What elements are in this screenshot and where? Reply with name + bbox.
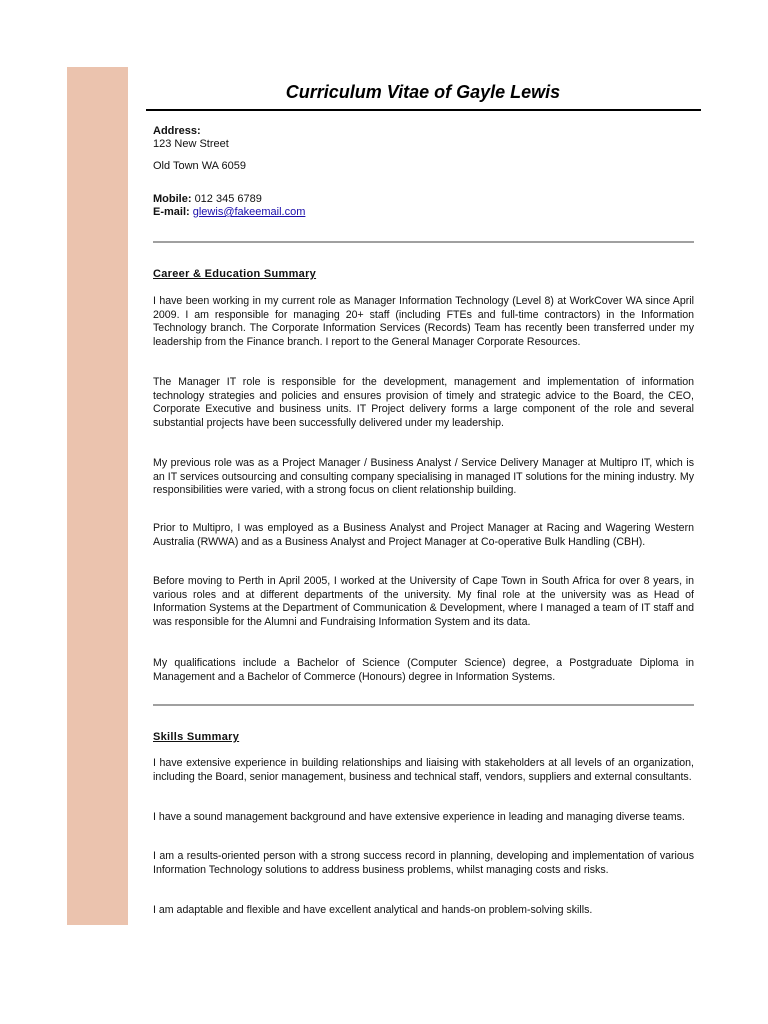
career-paragraph: My qualifications include a Bachelor of Science (Computer Science) degree, a Postgraduate Diploma in Management and a Bachelor of Commerce (Honours) degree in Information Systems.: [153, 657, 694, 683]
email-label: E-mail:: [153, 206, 190, 218]
section-divider: [153, 704, 694, 706]
skills-paragraph: I am adaptable and flexible and have excellent analytical and hands-on problem-solving skills.: [153, 904, 593, 916]
career-heading: Career & Education Summary: [153, 268, 317, 280]
decorative-side-bar: [67, 67, 128, 925]
career-paragraph: Prior to Multipro, I was employed as a Business Analyst and Project Manager at Racing and Wagering Western Australia (RWWA) and as a Business Analyst and Project Manager at Co-operative Bulk Handling (CBH).: [153, 522, 694, 548]
career-paragraph: Before moving to Perth in April 2005, I worked at the University of Cape Town in South Africa for over 8 years, in various roles and at different departments of the university. My final role at the university was as Head of Information Systems at the Department of Communication & Development, where I managed a team of IT staff and was responsible for the Alumni and Fundraising Information System and its data.: [153, 575, 694, 628]
email-row: [153, 206, 305, 219]
skills-paragraph: I have a sound management background and have extensive experience in leading and managing diverse teams.: [153, 811, 685, 823]
skills-paragraph: I am a results-oriented person with a strong success record in planning, developing and implementation of various Information Technology solutions to address business problems, whilst managing costs and risks.: [153, 850, 694, 876]
mobile-row: [153, 193, 262, 206]
mobile-label: Mobile:: [153, 193, 192, 205]
title-underline: [146, 109, 701, 111]
skills-heading: Skills Summary: [153, 731, 240, 743]
email-link[interactable]: glewis@fakeemail.com: [192, 206, 306, 218]
mobile-value: 012 345 6789: [194, 193, 262, 205]
career-paragraph: My previous role was as a Project Manager / Business Analyst / Service Delivery Manager at Multipro IT, which is an IT services outsourcing and consulting company specialising in managed IT solutions for the mining industry. My responsibilities were varied, with a strong focus on client relationship building.: [153, 457, 694, 497]
address-line-1: 123 New Street: [153, 138, 229, 150]
career-paragraph: The Manager IT role is responsible for the development, management and implementation of information technology strategies and policies and ensures provision of timely and strategic advice to the Board, the CEO, Corporate Executive and business units. IT Project delivery forms a large component of the role and several substantial projects have been successfully delivered under my leadership.: [153, 376, 694, 429]
address-label: Address:: [153, 125, 201, 137]
section-divider: [153, 241, 694, 243]
address-line-2: Old Town WA 6059: [153, 160, 246, 172]
skills-paragraph: I have extensive experience in building relationships and liaising with stakeholders at all levels of an organization, including the Board, senior management, business and technical staff, vendors, suppliers and external consultants.: [153, 757, 694, 783]
address-block: [153, 125, 201, 138]
career-paragraph: I have been working in my current role as Manager Information Technology (Level 8) at WorkCover WA since April 2009. I am responsible for managing 20+ staff (including FTEs and full-time contractors) in the Information Technology branch. The Corporate Information Services (Records) Team has recently been transferred under my leadership from the Finance branch. I report to the General Manager Corporate Resources.: [153, 295, 694, 348]
document-title: Curriculum Vitae of Gayle Lewis: [285, 82, 561, 102]
